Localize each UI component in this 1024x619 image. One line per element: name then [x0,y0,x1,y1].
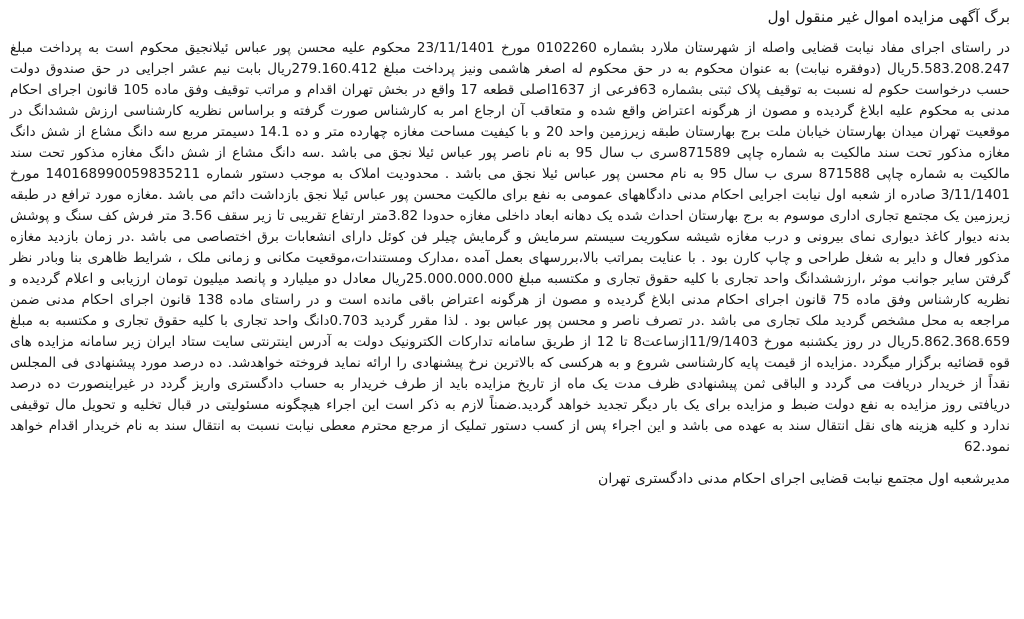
signature-line: مدیرشعبه اول مجتمع نیابت قضایی اجرای احکام مدنی دادگستری تهران [598,471,1010,487]
notice-title: برگ آگهی مزایده اموال غیر منقول اول [767,8,1010,26]
notice-body: در راستای اجرای مفاد نیابت قضایی واصله از شهرستان ملارد بشماره 0102260 مورخ 23/11/1401 محکوم علیه محسن پور عباس ئیلانجیق محکوم است به پرداخت مبلغ 5.583.208.247ریال (دوفقره نیابت) به عنوان محکوم به در حق محکوم له اصغر هاشمی ونیز پرداخت مبلغ 279.160.412ریال بابت نیم عشر اجرایی در حق صندوق دولت حسب درخواست حکوم له نسبت به توقیف پلاک ثبتی بشماره 63فرعی از 1637اصلی قطعه 17 واقع در بخش تهران اقدام و مراتب توقیف وفق ماده 105 قانون اجرای احکام مدنی به محکوم علیه ابلاغ گردیده و مصون از هرگونه اعتراض واقع شده و متعاقب آن ارجاع امر به کارشناس صورت گرفته و براساس نظریه کارشناسی ارزش ششدانگ در موقعیت تهران میدان بهارستان خیابان ملت برج بهارستان طبقه زیرزمین واحد 20 و با کیفیت مساحت مغازه چهارده متر و ده 14.1 دسیمتر مربع سه دانگ مشاع از شش دانگ مغازه مذکور تحت سند مالکیت به شماره چاپی 871589سری ب سال 95 به نام ناصر پور عباس ئیلا نجق می باشد .سه دانگ مشاع از شش دانگ مغازه مذکور تحت سند مالکیت به شماره چاپی 871588 سری ب سال 95 به نام محسن پور عباس ئیلا نجق می باشد . محدودیت املاک به موجب دستور شماره 140168990059835211 مورخ 3/11/1401 صادره از شعبه اول نیابت اجرایی احکام مدنی دادگاههای عمومی به نفع برای مالکیت محسن پور عباس ئیلا نجق بازداشت دائم می باشد .مغازه مورد ترافع در طبقه زیرزمین یک مجتمع تجاری اداری موسوم به برج بهارستان احداث شده یک دهانه ابعاد داخلی مغازه حدودا 3.82متر ارتفاع تقریبی تا زیر سقف 3.56 متر فرش کف سنگ و پوشش بدنه دیوار کاغذ دیواری نمای بیرونی و درب مغازه شیشه سکوریت سیستم سرمایش و گرمایش چیلر فن کوئل دارای انشعابات برق اختصاصی می باشد .در زمان بازدید مغازه مذکور فعال و دایر به شغل طراحی و چاپ کارن بود . با عنایت بمراتب بالا،بررسهای بعمل آمده ،مدارک ومستندات،موقعیت مکانی و زمانی ملک ، شرایط ظاهری بنا وبادر نظر گرفتن سایر جوانب موثر ،ارزششدانگ واحد تجاری با کلیه حقوق تجاری و مکتسبه مبلغ 25.000.000.000ریال معادل دو میلیارد و پانصد میلیون تومان ارزیابی و اعلام گردیده و نظریه کارشناس وفق ماده 75 قانون اجرای احکام مدنی ابلاغ گردیده و مصون از هرگونه اعتراض باقی مانده است و در راستای ماده 138 قانون اجرای احکام مدنی ضمن مراجعه به محل مشخص گردید ملک تجاری می باشد .در تصرف ناصر و محسن پور عباس بود . لذا مقرر گردید 0.703دانگ واحد تجاری با کلیه حقوق تجاری و مکتسبه به مبلغ 5.862.368.659ریال در روز یکشنبه مورخ 11/9/1403ازساعت8 تا 12 از طریق سامانه تدارکات الکترونیک دولت به آدرس اینترنتی سایت ستاد ایران زیر سامانه مزایده های قوه قضائیه برگزار میگردد .مزایده از قیمت پایه کارشناسی شروع و به هرکسی که بالاترین نرخ پیشنهادی را ارائه نماید فروخته خواهدشد. ده درصد مورد پیشنهادی فی المجلس نقداً از خریدار دریافت می گردد و الباقی ثمن پیشنهادی ظرف مدت یک ماه از تاریخ مزایده باید از طرف خریدار به حساب دادگستری واریز گردد در غیراینصورت ده درصد دریافتی روز مزایده به نفع دولت ضبط و مزایده برای یک بار دیگر تجدید خواهد گردید.ضمناً لازم به ذکر است این اجراء هیچگونه مسئولیتی در قبال تخلیه و تحویل مال توقیفی ندارد و کلیه هزینه های نقل انتقال سند به عهده می باشد و این اجراء پس از کسب دستور تملیک از مرجع محترم معطی نیابت نسبت به انتقال سند به نام خریدار اقدام خواهد نمود.62 [10,40,1011,455]
